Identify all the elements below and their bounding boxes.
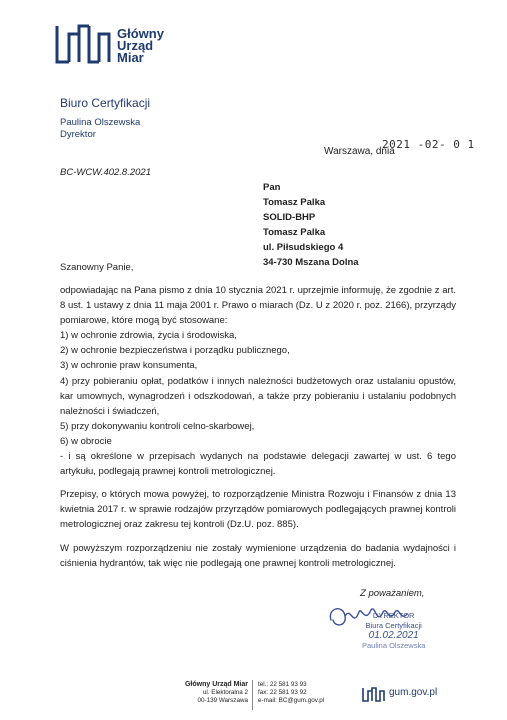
logo-line-2: Urząd <box>117 38 154 53</box>
list-item: - i są określone w przepisach wydanych na podstawie delegacji zawartej w ust. 6 tego artykułu, podlegają prawnej kontroli metrologicznej. <box>60 451 456 478</box>
letter-body <box>60 283 456 571</box>
signature-stamp <box>362 611 425 651</box>
list-item: 2) w ochronie bezpieczeństwa i porządku publicznego, <box>60 345 290 357</box>
recipient-line: SOLID-BHP <box>263 212 316 223</box>
logo-line-1: Główny <box>117 26 164 41</box>
stamp-org: Biura Certyfikacji <box>365 621 422 630</box>
sender-name: Paulina Olszewska <box>60 117 141 128</box>
footer-fax: fax: 22 581 93 92 <box>258 689 307 696</box>
list-item: 5) przy dokonywaniu kontroli celno-skarbowej, <box>60 420 255 432</box>
recipient-line: ul. Piłsudskiego 4 <box>263 242 344 253</box>
recipient-line: Pan <box>263 182 281 193</box>
reference-number: BC-WCW.402.8.2021 <box>60 167 151 178</box>
recipient-line: 34-730 Mszana Dolna <box>263 257 359 268</box>
footer-website[interactable]: gum.gov.pl <box>389 687 438 698</box>
closing: Z poważaniem, <box>360 588 425 599</box>
stamp-date: 01.02.2021 <box>368 630 419 641</box>
gum-logo-icon <box>55 22 113 64</box>
footer-postal: 00-139 Warszawa <box>197 697 248 704</box>
footer-divider <box>252 680 253 710</box>
paragraph-3: W powyższym rozporządzeniu nie zostały wymienione urządzenia do badania wydajności i ciśnienia hydrantów, tak więc nie podlegają one prawnej kontroli metrologicznej. <box>60 542 456 569</box>
city-date-label: Warszawa, dnia <box>324 146 395 157</box>
footer-street: ul. Elektoralna 2 <box>202 689 248 696</box>
logo-line-3: Miar <box>117 50 144 65</box>
list-item: 6) w obrocie <box>60 435 112 447</box>
logo-text <box>117 28 164 64</box>
gum-small-logo-icon <box>362 686 386 702</box>
sender-title: Dyrektor <box>60 129 96 140</box>
department-name: Biuro Certyfikacji <box>60 96 151 110</box>
stamp-name: Paulina Olszewska <box>362 641 426 650</box>
footer-tel: tel.: 22 581 93 93 <box>258 681 307 688</box>
recipient-address <box>263 180 359 270</box>
recipient-line: Tomasz Palka <box>263 227 326 238</box>
paragraph-2: Przepisy, o których mowa powyżej, to rozporządzenie Ministra Rozwoju i Finansów z dnia 13 kwietnia 2017 r. w sprawie rodzajów przyrządów pomiarowych podlegających prawnej kontroli metrologicznej oraz zakresu tej kontroli (Dz.U. poz. 885). <box>60 489 456 531</box>
greeting: Szanowny Panie, <box>60 262 134 273</box>
sender-block <box>60 117 140 141</box>
list-item: 1) w ochronie zdrowia, życia i środowiska, <box>60 330 237 342</box>
footer-org-name: Główny Urząd Miar <box>184 681 248 688</box>
stamp-title: DYREKTOR <box>372 611 415 620</box>
handwritten-date: 2021 -02- 0 1 <box>382 138 475 151</box>
intro-paragraph: odpowiadając na Pana pismo z dnia 10 stycznia 2021 r. uprzejmie informuję, że zgodnie z art. 8 ust. 1 ustawy z dnia 11 maja 2001 r. Prawo o miarach (Dz. U z 2020 r. poz. 2166), przyrządy pomiarowe, które mogą być stosowane: <box>60 285 456 327</box>
list-item: 3) w ochronie praw konsumenta, <box>60 360 198 372</box>
recipient-line: Tomasz Palka <box>263 197 326 208</box>
list-item: 4) przy pobieraniu opłat, podatków i innych należności budżetowych oraz ustalaniu opustów, kar umownych, wynagrodzeń i odszkodowań, a także przy pobieraniu i ustalaniu podobnych należności i świadczeń, <box>60 375 456 417</box>
footer-contact <box>258 681 324 705</box>
footer-email[interactable]: e-mail: BC@gum.gov.pl <box>258 697 325 704</box>
footer-address <box>182 681 248 705</box>
